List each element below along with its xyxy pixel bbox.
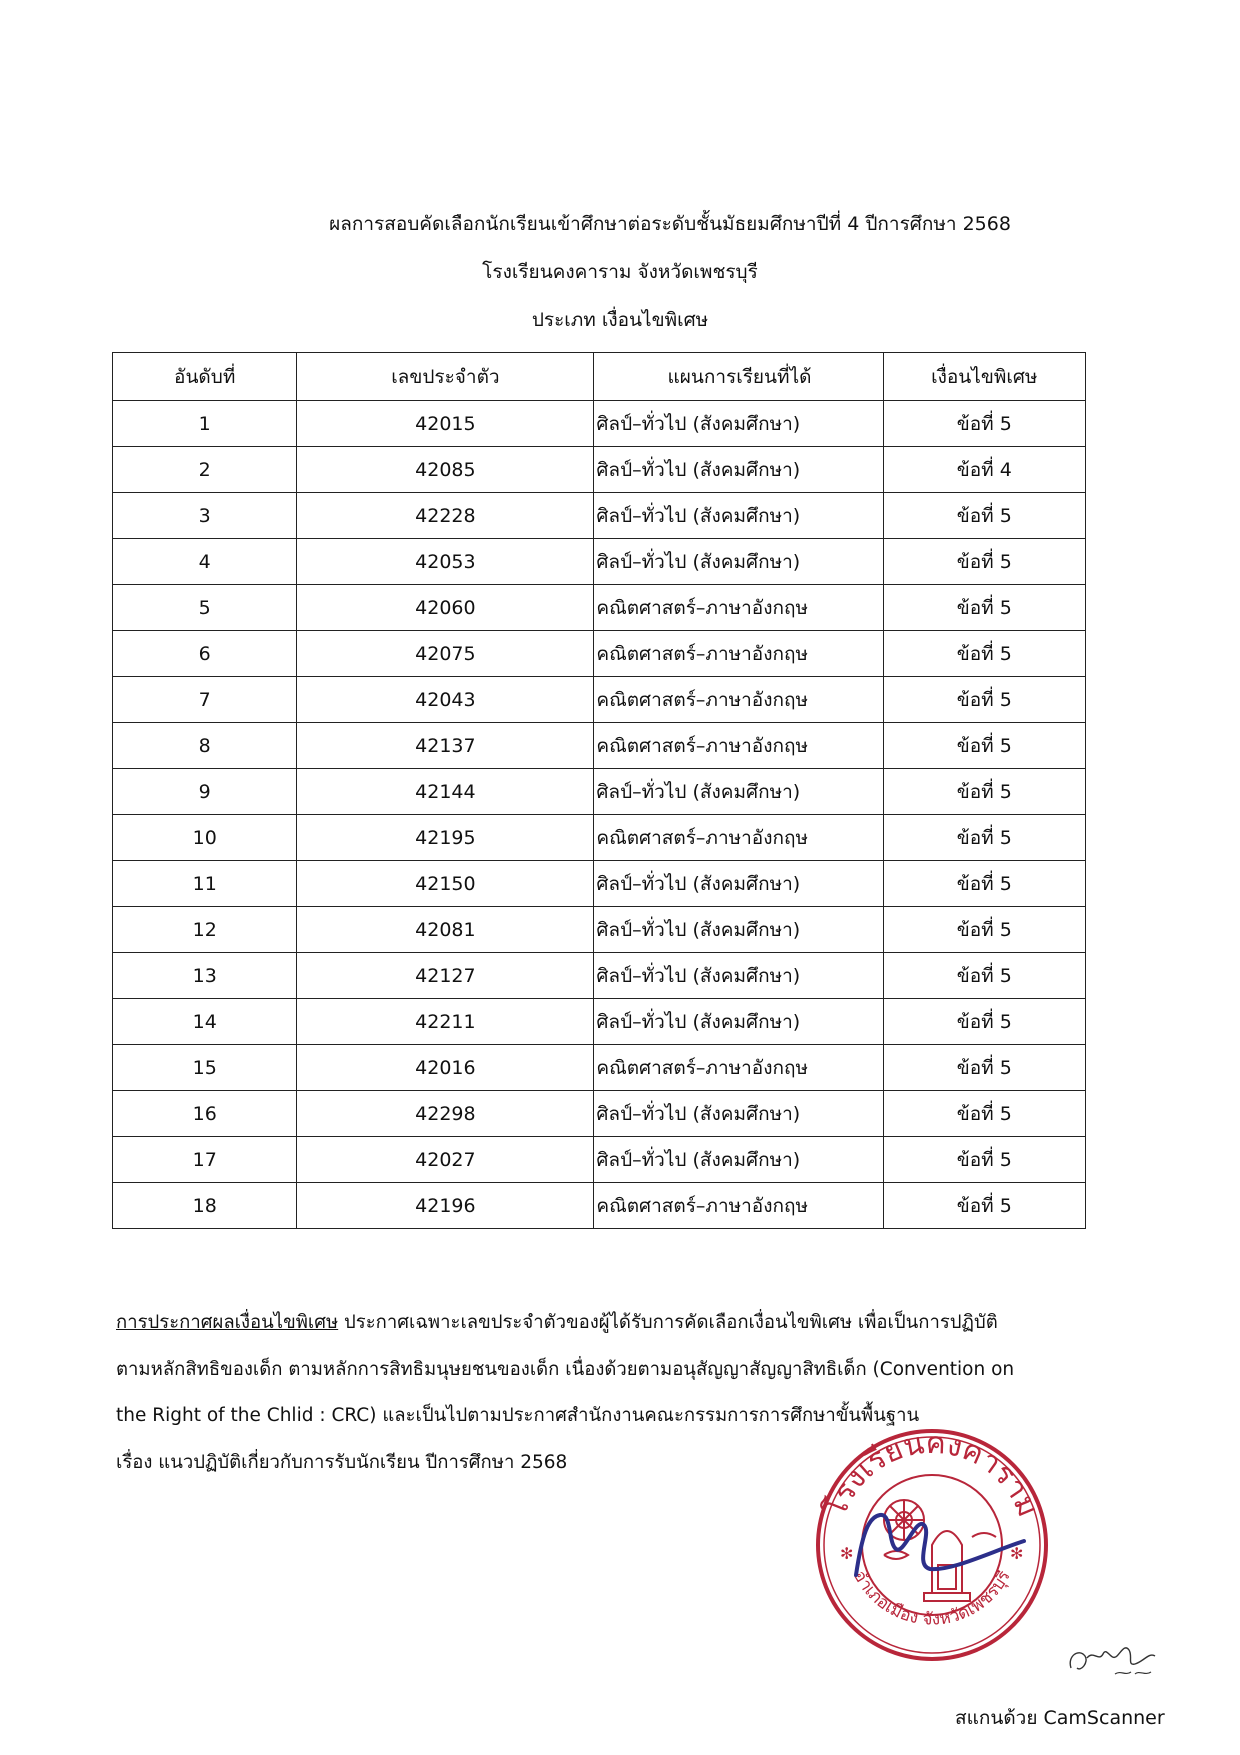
document-title: ผลการสอบคัดเลือกนักเรียนเข้าศึกษาต่อระดับชั้นมัธยมศึกษาปีที่ 4 ปีการศึกษา 2568 [329, 213, 1011, 235]
school-seal [812, 1425, 1052, 1665]
column-header-student-id: เลขประจำตัว [297, 353, 594, 401]
special-condition-cell: ข้อที่ 5 [883, 401, 1085, 447]
table-row [113, 493, 1086, 539]
announcement-line-4: เรื่อง แนวปฏิบัติเกี่ยวกับการรับนักเรียน ปีการศึกษา 2568 [116, 1451, 568, 1473]
table-row [113, 1137, 1086, 1183]
study-plan-cell: คณิตศาสตร์–ภาษาอังกฤษ [594, 1183, 883, 1229]
student-id-cell: 42298 [297, 1091, 594, 1137]
scanner-watermark: สแกนด้วย CamScanner [955, 1707, 1165, 1729]
student-id-cell: 42144 [297, 769, 594, 815]
rank-cell: 14 [113, 999, 297, 1045]
column-header-special-condition: เงื่อนไขพิเศษ [883, 353, 1085, 401]
column-header-study-plan: แผนการเรียนที่ได้ [594, 353, 883, 401]
study-plan-cell: ศิลป์–ทั่วไป (สังคมศึกษา) [594, 493, 883, 539]
rank-cell: 17 [113, 1137, 297, 1183]
table-row [113, 953, 1086, 999]
table-row [113, 677, 1086, 723]
special-condition-cell: ข้อที่ 5 [883, 769, 1085, 815]
study-plan-cell: ศิลป์–ทั่วไป (สังคมศึกษา) [594, 539, 883, 585]
rank-cell: 10 [113, 815, 297, 861]
special-condition-cell: ข้อที่ 5 [883, 585, 1085, 631]
rank-cell: 5 [113, 585, 297, 631]
svg-text:โรงเรียนคงคาราม [817, 1426, 1045, 1522]
student-id-cell: 42228 [297, 493, 594, 539]
special-condition-cell: ข้อที่ 5 [883, 861, 1085, 907]
table-row [113, 999, 1086, 1045]
table-row [113, 907, 1086, 953]
rank-cell: 15 [113, 1045, 297, 1091]
table-row [113, 1091, 1086, 1137]
study-plan-cell: ศิลป์–ทั่วไป (สังคมศึกษา) [594, 1137, 883, 1183]
table-row [113, 861, 1086, 907]
title-block [0, 212, 1240, 356]
table-row [113, 447, 1086, 493]
student-id-cell: 42211 [297, 999, 594, 1045]
rank-cell: 7 [113, 677, 297, 723]
rank-cell: 1 [113, 401, 297, 447]
student-id-cell: 42127 [297, 953, 594, 999]
student-id-cell: 42081 [297, 907, 594, 953]
student-id-cell: 42027 [297, 1137, 594, 1183]
table-row [113, 1045, 1086, 1091]
rank-cell: 18 [113, 1183, 297, 1229]
special-condition-cell: ข้อที่ 5 [883, 953, 1085, 999]
special-condition-cell: ข้อที่ 5 [883, 677, 1085, 723]
rank-cell: 2 [113, 447, 297, 493]
special-condition-cell: ข้อที่ 5 [883, 1045, 1085, 1091]
rank-cell: 12 [113, 907, 297, 953]
table-row [113, 539, 1086, 585]
study-plan-cell: คณิตศาสตร์–ภาษาอังกฤษ [594, 723, 883, 769]
special-condition-cell: ข้อที่ 5 [883, 815, 1085, 861]
special-condition-cell: ข้อที่ 5 [883, 539, 1085, 585]
announcement-line-1 [116, 1300, 1076, 1347]
special-condition-cell: ข้อที่ 5 [883, 907, 1085, 953]
student-id-cell: 42150 [297, 861, 594, 907]
study-plan-cell: คณิตศาสตร์–ภาษาอังกฤษ [594, 585, 883, 631]
student-id-cell: 42075 [297, 631, 594, 677]
table-row [113, 723, 1086, 769]
special-condition-cell: ข้อที่ 5 [883, 1091, 1085, 1137]
rank-cell: 4 [113, 539, 297, 585]
seal-bottom-text: อำเภอเมือง จังหวัดเพชรบุรี [849, 1567, 1015, 1630]
study-plan-cell: ศิลป์–ทั่วไป (สังคมศึกษา) [594, 907, 883, 953]
table-row [113, 585, 1086, 631]
announcement-lead: การประกาศผลเงื่อนไขพิเศษ [116, 1312, 339, 1333]
study-plan-cell: ศิลป์–ทั่วไป (สังคมศึกษา) [594, 861, 883, 907]
results-table [112, 352, 1086, 1229]
student-id-cell: 42043 [297, 677, 594, 723]
category-label: ประเภท เงื่อนไขพิเศษ [531, 309, 709, 331]
table-row [113, 769, 1086, 815]
special-condition-cell: ข้อที่ 5 [883, 493, 1085, 539]
student-id-cell: 42195 [297, 815, 594, 861]
table-body [113, 401, 1086, 1229]
student-id-cell: 42085 [297, 447, 594, 493]
study-plan-cell: คณิตศาสตร์–ภาษาอังกฤษ [594, 1045, 883, 1091]
study-plan-cell: ศิลป์–ทั่วไป (สังคมศึกษา) [594, 769, 883, 815]
special-condition-cell: ข้อที่ 5 [883, 1137, 1085, 1183]
student-id-cell: 42196 [297, 1183, 594, 1229]
study-plan-cell: คณิตศาสตร์–ภาษาอังกฤษ [594, 677, 883, 723]
rank-cell: 3 [113, 493, 297, 539]
seal-top-text: โรงเรียนคงคาราม [818, 1425, 1046, 1522]
svg-text:✻: ✻ [1010, 1544, 1024, 1563]
rank-cell: 6 [113, 631, 297, 677]
study-plan-cell: คณิตศาสตร์–ภาษาอังกฤษ [594, 815, 883, 861]
table-row [113, 631, 1086, 677]
table-row [113, 1183, 1086, 1229]
table-header-row [113, 353, 1086, 401]
initials-signature [1065, 1628, 1160, 1688]
rank-cell: 13 [113, 953, 297, 999]
table-row [113, 815, 1086, 861]
student-id-cell: 42137 [297, 723, 594, 769]
student-id-cell: 42060 [297, 585, 594, 631]
study-plan-cell: ศิลป์–ทั่วไป (สังคมศึกษา) [594, 447, 883, 493]
student-id-cell: 42016 [297, 1045, 594, 1091]
study-plan-cell: ศิลป์–ทั่วไป (สังคมศึกษา) [594, 1091, 883, 1137]
study-plan-cell: ศิลป์–ทั่วไป (สังคมศึกษา) [594, 953, 883, 999]
special-condition-cell: ข้อที่ 5 [883, 1183, 1085, 1229]
special-condition-cell: ข้อที่ 4 [883, 447, 1085, 493]
study-plan-cell: ศิลป์–ทั่วไป (สังคมศึกษา) [594, 999, 883, 1045]
announcement-line-3: the Right of the Chlid : CRC) และเป็นไปตามประกาศสำนักงานคณะกรรมการการศึกษาขั้นพื้นฐาน [116, 1405, 920, 1426]
column-header-rank: อันดับที่ [113, 353, 297, 401]
special-condition-cell: ข้อที่ 5 [883, 631, 1085, 677]
school-name: โรงเรียนคงคาราม จังหวัดเพชรบุรี [482, 261, 758, 283]
special-condition-cell: ข้อที่ 5 [883, 999, 1085, 1045]
rank-cell: 16 [113, 1091, 297, 1137]
announcement-line-2: ตามหลักสิทธิของเด็ก ตามหลักการสิทธิมนุษยชนของเด็ก เนื่องด้วยตามอนุสัญญาสัญญาสิทธิเด็ก (Convention on [116, 1358, 1015, 1380]
rank-cell: 9 [113, 769, 297, 815]
student-id-cell: 42053 [297, 539, 594, 585]
announcement-line-1-text: ประกาศเฉพาะเลขประจำตัวของผู้ได้รับการคัดเลือกเงื่อนไขพิเศษ เพื่อเป็นการปฏิบัติ [338, 1312, 998, 1333]
study-plan-cell: ศิลป์–ทั่วไป (สังคมศึกษา) [594, 401, 883, 447]
rank-cell: 8 [113, 723, 297, 769]
rank-cell: 11 [113, 861, 297, 907]
study-plan-cell: คณิตศาสตร์–ภาษาอังกฤษ [594, 631, 883, 677]
student-id-cell: 42015 [297, 401, 594, 447]
svg-text:✻: ✻ [840, 1544, 854, 1563]
special-condition-cell: ข้อที่ 5 [883, 723, 1085, 769]
table-row [113, 401, 1086, 447]
